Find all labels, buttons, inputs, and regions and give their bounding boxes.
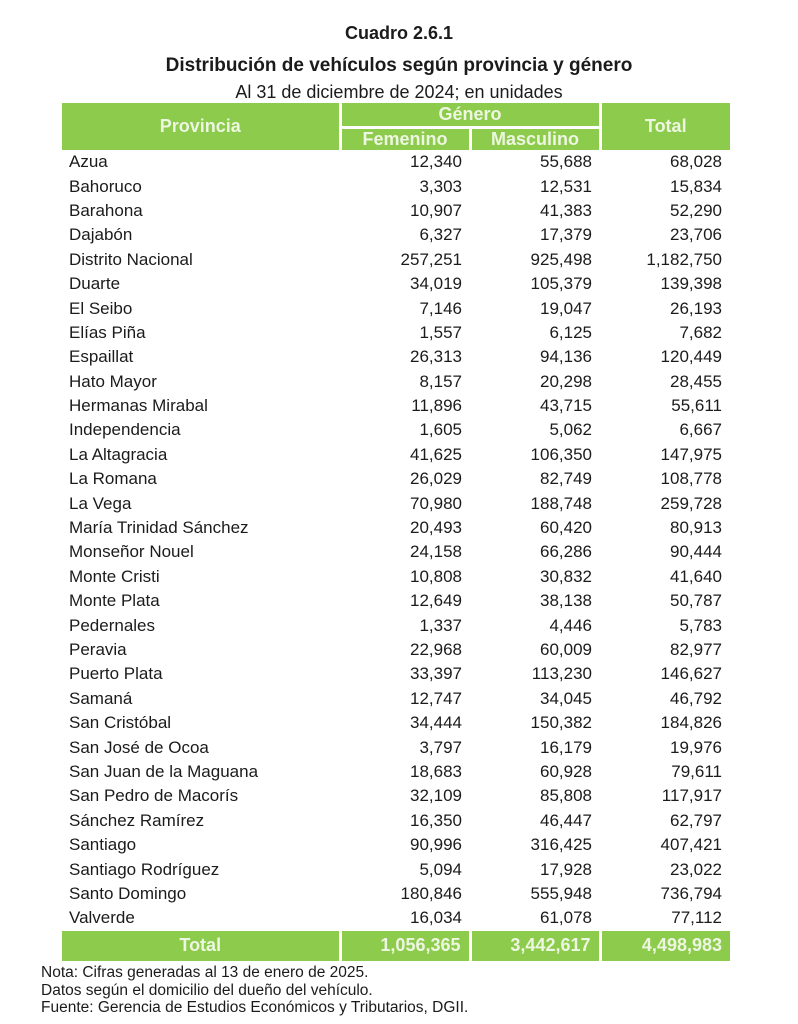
province-name-cell: San Pedro de Macorís (69, 786, 239, 806)
total-value-cell: 23,022 (670, 859, 722, 879)
province-name-cell: Bahoruco (69, 176, 142, 196)
femenino-value-cell: 1,605 (419, 420, 462, 440)
total-value-cell: 120,449 (660, 347, 722, 367)
table-row (62, 589, 730, 613)
table-row (62, 711, 730, 735)
masculino-value-cell: 61,078 (540, 908, 592, 928)
column-header-masculino: Masculino (470, 127, 600, 150)
total-value-cell: 117,917 (661, 786, 722, 806)
table-row (62, 638, 730, 662)
footnote-datos: Datos según el domicilio del dueño del vehículo. (41, 981, 373, 999)
masculino-value-cell: 4,446 (549, 615, 592, 635)
masculino-value-cell: 19,047 (540, 298, 592, 318)
femenino-value-cell: 33,397 (410, 664, 462, 684)
province-name-cell: Elías Piña (69, 322, 146, 342)
province-name-cell: Santo Domingo (69, 883, 187, 903)
masculino-value-cell: 5,062 (549, 420, 592, 440)
table-row (62, 565, 730, 589)
vehicles-by-province-table (62, 103, 730, 961)
table-row (62, 613, 730, 637)
table-row (62, 321, 730, 345)
province-name-cell: San José de Ocoa (69, 737, 209, 757)
masculino-value-cell: 38,138 (540, 591, 592, 611)
province-name-cell: Independencia (69, 420, 181, 440)
masculino-value-cell: 66,286 (540, 542, 592, 562)
total-value-cell: 7,682 (679, 322, 722, 342)
province-name-cell: María Trinidad Sánchez (69, 518, 249, 538)
table-row (62, 516, 730, 540)
femenino-value-cell: 16,350 (410, 810, 462, 830)
total-value-cell: 90,444 (670, 542, 722, 562)
table-row (62, 760, 730, 784)
femenino-value-cell: 34,444 (410, 713, 462, 733)
total-value-cell: 68,028 (670, 152, 722, 172)
province-name-cell: Barahona (69, 200, 143, 220)
masculino-value-cell: 17,379 (540, 225, 592, 245)
province-name-cell: Espaillat (69, 347, 134, 367)
table-row (62, 223, 730, 247)
femenino-value-cell: 12,649 (410, 591, 462, 611)
province-name-cell: El Seibo (69, 298, 133, 318)
femenino-value-cell: 257,251 (400, 249, 462, 269)
total-value-cell: 62,797 (670, 810, 722, 830)
femenino-value-cell: 1,557 (419, 322, 462, 342)
province-name-cell: La Vega (69, 493, 132, 513)
footnotes (41, 964, 468, 1017)
masculino-value-cell: 555,948 (530, 883, 592, 903)
table-row (62, 735, 730, 759)
province-name-cell: Duarte (69, 274, 121, 294)
total-value-cell: 80,913 (670, 518, 722, 538)
femenino-value-cell: 3,797 (419, 737, 462, 757)
femenino-value-cell: 12,340 (410, 152, 462, 172)
table-row (62, 248, 730, 272)
total-value-cell: 52,290 (670, 200, 722, 220)
femenino-value-cell: 12,747 (410, 688, 462, 708)
total-value-cell: 79,611 (671, 761, 722, 781)
total-value-cell: 77,112 (671, 908, 722, 928)
masculino-value-cell: 6,125 (549, 322, 592, 342)
table-row (62, 784, 730, 808)
femenino-value-cell: 10,808 (410, 566, 462, 586)
femenino-value-cell: 1,337 (419, 615, 462, 635)
total-value-cell: 28,455 (670, 371, 722, 391)
femenino-value-cell: 16,034 (410, 908, 462, 928)
femenino-value-cell: 34,019 (410, 274, 462, 294)
total-masculino-value: 3,442,617 (470, 931, 600, 961)
table-row (62, 272, 730, 296)
femenino-value-cell: 180,846 (400, 883, 462, 903)
masculino-value-cell: 316,425 (530, 835, 592, 855)
femenino-value-cell: 20,493 (410, 518, 462, 538)
table-row (62, 833, 730, 857)
total-value-cell: 15,834 (670, 176, 722, 196)
femenino-value-cell: 11,896 (411, 396, 462, 416)
table-row (62, 394, 730, 418)
table-row (62, 540, 730, 564)
province-name-cell: Monte Cristi (69, 566, 160, 586)
masculino-value-cell: 34,045 (540, 688, 592, 708)
masculino-value-cell: 60,928 (540, 761, 592, 781)
province-name-cell: Puerto Plata (69, 664, 163, 684)
femenino-value-cell: 3,303 (419, 176, 462, 196)
province-name-cell: Dajabón (69, 225, 133, 245)
table-row (62, 882, 730, 906)
masculino-value-cell: 17,928 (540, 859, 592, 879)
masculino-value-cell: 925,498 (530, 249, 592, 269)
table-row (62, 467, 730, 491)
table-row (62, 345, 730, 369)
province-name-cell: La Altagracia (69, 444, 168, 464)
total-value-cell: 82,977 (670, 640, 722, 659)
total-value-cell: 5,783 (679, 615, 722, 635)
footnote-nota: Nota: Cifras generadas al 13 de enero de 2025. (41, 964, 369, 981)
total-value-cell: 736,794 (660, 883, 722, 903)
table-footer (62, 931, 730, 961)
masculino-value-cell: 188,748 (530, 493, 592, 513)
masculino-value-cell: 85,808 (540, 786, 592, 806)
table-row (62, 174, 730, 198)
total-value-cell: 259,728 (660, 493, 722, 513)
femenino-value-cell: 70,980 (410, 493, 462, 513)
column-header-femenino: Femenino (340, 127, 470, 150)
total-value-cell: 184,826 (660, 713, 722, 733)
masculino-value-cell: 60,009 (540, 640, 592, 659)
table-row (62, 199, 730, 223)
total-value-cell: 41,640 (670, 566, 722, 586)
province-name-cell: Valverde (69, 908, 135, 928)
title-block (0, 22, 798, 104)
femenino-value-cell: 41,625 (410, 444, 462, 464)
masculino-value-cell: 46,447 (540, 810, 592, 830)
total-value-cell: 146,627 (660, 664, 722, 684)
province-name-cell: Monseñor Nouel (69, 542, 194, 562)
femenino-value-cell: 18,683 (410, 761, 462, 781)
masculino-value-cell: 20,298 (540, 371, 592, 391)
table-row (62, 418, 730, 442)
masculino-value-cell: 82,749 (540, 469, 592, 489)
total-row-label: Total (62, 931, 340, 961)
total-value-cell: 407,421 (660, 835, 722, 855)
table-row (62, 809, 730, 833)
province-name-cell: Monte Plata (69, 591, 160, 611)
province-name-cell: Sánchez Ramírez (69, 810, 205, 830)
province-name-cell: Samaná (69, 688, 133, 708)
province-name-cell: Hato Mayor (69, 371, 157, 391)
province-name-cell: San Cristóbal (69, 713, 172, 733)
province-name-cell: Azua (69, 152, 108, 172)
femenino-value-cell: 6,327 (419, 225, 462, 245)
province-name-cell: San Juan de la Maguana (69, 761, 259, 781)
table-row (62, 662, 730, 686)
province-name-cell: Distrito Nacional (69, 249, 193, 269)
femenino-value-cell: 26,029 (410, 469, 462, 489)
femenino-value-cell: 90,996 (410, 835, 462, 855)
total-value-cell: 26,193 (670, 298, 722, 318)
total-value-cell: 6,667 (679, 420, 722, 440)
total-general-value: 4,498,983 (600, 931, 730, 961)
femenino-value-cell: 7,146 (419, 298, 462, 318)
total-value-cell: 23,706 (670, 225, 722, 245)
total-value-cell: 50,787 (670, 591, 722, 611)
masculino-value-cell: 55,688 (540, 152, 592, 172)
table-row (62, 857, 730, 881)
masculino-value-cell: 41,383 (540, 200, 592, 220)
femenino-value-cell: 5,094 (419, 859, 462, 879)
total-value-cell: 55,611 (671, 396, 722, 416)
province-name-cell: Peravia (69, 640, 127, 659)
total-femenino-value: 1,056,365 (340, 931, 470, 961)
column-header-total: Total (600, 103, 730, 150)
table-row (62, 443, 730, 467)
table-header (62, 103, 730, 150)
total-value-cell: 108,778 (660, 469, 722, 489)
province-name-cell: Hermanas Mirabal (69, 396, 208, 416)
femenino-value-cell: 24,158 (410, 542, 462, 562)
femenino-value-cell: 8,157 (419, 371, 462, 391)
total-value-cell: 147,975 (660, 444, 722, 464)
masculino-value-cell: 12,531 (540, 176, 592, 196)
column-group-genero: Género (340, 103, 600, 127)
masculino-value-cell: 106,350 (530, 444, 592, 464)
total-row (62, 931, 730, 961)
table-row (62, 150, 730, 174)
femenino-value-cell: 32,109 (410, 786, 462, 806)
document-title: Distribución de vehículos según provincia y género (165, 54, 633, 76)
femenino-value-cell: 10,907 (410, 200, 462, 220)
masculino-value-cell: 105,379 (530, 274, 592, 294)
total-value-cell: 46,792 (670, 688, 722, 708)
table-row (62, 296, 730, 320)
masculino-value-cell: 30,832 (540, 566, 592, 586)
masculino-value-cell: 43,715 (540, 396, 592, 416)
masculino-value-cell: 113,230 (531, 664, 592, 684)
total-value-cell: 19,976 (670, 737, 722, 757)
total-value-cell: 1,182,750 (646, 249, 722, 269)
masculino-value-cell: 94,136 (540, 347, 592, 367)
table-row (62, 370, 730, 394)
table-number: Cuadro 2.6.1 (344, 23, 454, 43)
table-row (62, 491, 730, 515)
column-header-provincia: Provincia (62, 103, 340, 150)
femenino-value-cell: 22,968 (410, 640, 462, 659)
province-name-cell: Santiago Rodríguez (69, 859, 220, 879)
province-name-cell: La Romana (69, 469, 157, 489)
province-name-cell: Pedernales (69, 615, 156, 635)
table-row (62, 906, 730, 930)
total-value-cell: 139,398 (660, 274, 722, 294)
masculino-value-cell: 16,179 (540, 737, 592, 757)
footnote-fuente: Fuente: Gerencia de Estudios Económicos y Tributarios, DGII. (41, 999, 469, 1016)
table-row (62, 687, 730, 711)
masculino-value-cell: 60,420 (540, 518, 592, 538)
femenino-value-cell: 26,313 (410, 347, 462, 367)
province-name-cell: Santiago (69, 835, 137, 855)
table-body (62, 150, 730, 931)
masculino-value-cell: 150,382 (530, 713, 592, 733)
document-subtitle: Al 31 de diciembre de 2024; en unidades (235, 82, 563, 103)
